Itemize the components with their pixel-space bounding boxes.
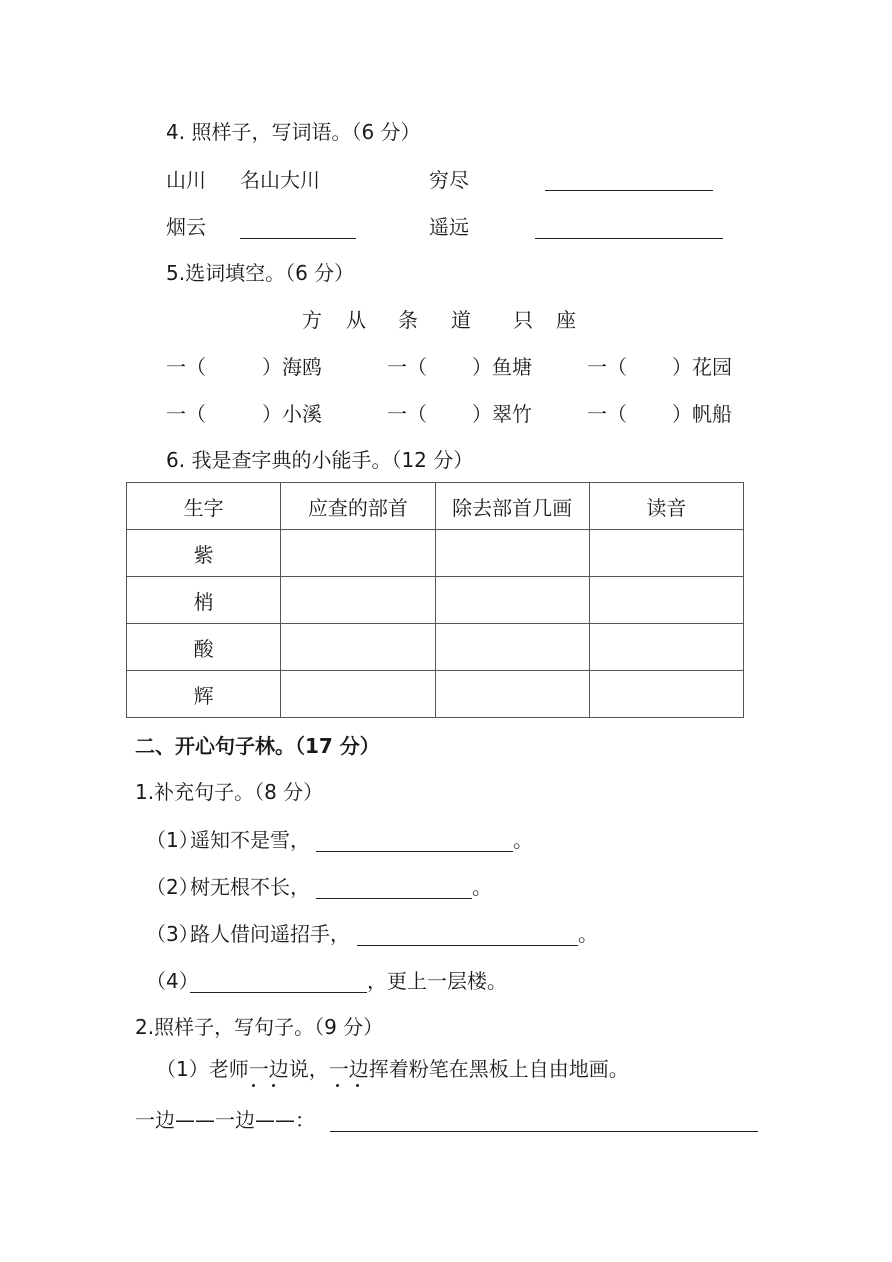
s2-q1-item-text: 遥知不是雪， xyxy=(190,828,310,852)
q5-item-close: ） xyxy=(472,402,492,426)
table-header: 应查的部首 xyxy=(281,483,435,530)
s2-q1-answer-line-4[interactable] xyxy=(190,992,367,993)
q5-item-noun: 小溪 xyxy=(282,402,322,426)
s2-q1-answer-line-2[interactable] xyxy=(316,898,472,899)
emphasis-dot xyxy=(272,1084,275,1087)
table-header-row xyxy=(127,483,744,530)
s2-q1-item-num: （3） xyxy=(146,922,199,946)
table-cell-blank[interactable] xyxy=(589,530,743,577)
s2-q1-item-end: 。 xyxy=(472,875,492,899)
q5-item-prefix: 一（ xyxy=(166,402,206,426)
q5-option: 从 xyxy=(346,308,366,332)
q4-answer-line-3[interactable] xyxy=(535,238,723,239)
s2-q1-item-num: （4） xyxy=(146,969,199,993)
s2-q2-title: 2.照样子，写句子。（9 分） xyxy=(135,1015,384,1039)
q5-item-prefix: 一（ xyxy=(587,355,627,379)
s2-q1-item-num: （2） xyxy=(146,875,199,899)
emphasis-dot xyxy=(336,1084,339,1087)
q5-item-noun: 海鸥 xyxy=(282,355,322,379)
table-header: 生字 xyxy=(127,483,281,530)
emphasis-dot xyxy=(356,1084,359,1087)
s2-q1-answer-line-3[interactable] xyxy=(357,945,578,946)
q4-example-b: 名山大川 xyxy=(240,168,320,192)
q5-option: 条 xyxy=(398,308,418,332)
table-cell-blank[interactable] xyxy=(281,577,435,624)
q4-title: 4. 照样子，写词语。（6 分） xyxy=(166,120,421,144)
q5-item-close: ） xyxy=(262,355,282,379)
q4-word-yaoyuan: 遥远 xyxy=(429,215,469,239)
q6-title: 6. 我是查字典的小能手。（12 分） xyxy=(166,448,474,472)
table-header: 除去部首几画 xyxy=(435,483,589,530)
s2-q2-pattern: 一边——一边——： xyxy=(135,1108,315,1132)
q4-word-yanyun: 烟云 xyxy=(166,215,206,239)
s2-q2-example: （1）老师一边说，一边挥着粉笔在黑板上自由地画。 xyxy=(156,1057,629,1081)
table-cell-blank[interactable] xyxy=(589,624,743,671)
s2-q1-item-text: 树无根不长， xyxy=(190,875,310,899)
q5-item-close: ） xyxy=(672,355,692,379)
table-row xyxy=(127,530,744,577)
table-row xyxy=(127,577,744,624)
emphasis-dot xyxy=(252,1084,255,1087)
table-cell-blank[interactable] xyxy=(281,671,435,718)
q5-item-prefix: 一（ xyxy=(387,355,427,379)
table-row xyxy=(127,671,744,718)
table-cell-blank[interactable] xyxy=(281,624,435,671)
q4-answer-line-1[interactable] xyxy=(545,190,713,191)
q5-option: 只 xyxy=(513,308,533,332)
q5-item-close: ） xyxy=(472,355,492,379)
q5-item-noun: 翠竹 xyxy=(492,402,532,426)
q5-option: 方 xyxy=(302,308,322,332)
table-cell-blank[interactable] xyxy=(589,671,743,718)
q5-item-noun: 鱼塘 xyxy=(492,355,532,379)
table-cell-char: 紫 xyxy=(127,530,281,577)
s2-q1-answer-line-1[interactable] xyxy=(316,851,513,852)
s2-q1-title: 1.补充句子。（8 分） xyxy=(135,780,324,804)
s2-q1-item-end: ，更上一层楼。 xyxy=(367,969,507,993)
q5-item-noun: 花园 xyxy=(692,355,732,379)
q5-option: 道 xyxy=(451,308,471,332)
table-cell-blank[interactable] xyxy=(281,530,435,577)
table-row xyxy=(127,624,744,671)
q4-example-a: 山川 xyxy=(166,168,206,192)
table-cell-char: 酸 xyxy=(127,624,281,671)
q5-item-noun: 帆船 xyxy=(692,402,732,426)
q4-answer-line-2[interactable] xyxy=(240,238,356,239)
q5-item-prefix: 一（ xyxy=(387,402,427,426)
table-cell-char: 梢 xyxy=(127,577,281,624)
q5-item-prefix: 一（ xyxy=(166,355,206,379)
s2-q1-item-end: 。 xyxy=(578,922,598,946)
q5-item-close: ） xyxy=(672,402,692,426)
table-cell-blank[interactable] xyxy=(435,624,589,671)
q5-item-close: ） xyxy=(262,402,282,426)
table-cell-char: 辉 xyxy=(127,671,281,718)
table-cell-blank[interactable] xyxy=(435,671,589,718)
q4-word-qiongjin: 穷尽 xyxy=(429,168,469,192)
table-cell-blank[interactable] xyxy=(589,577,743,624)
s2-q1-item-num: （1） xyxy=(146,828,199,852)
q5-option: 座 xyxy=(556,308,576,332)
table-cell-blank[interactable] xyxy=(435,577,589,624)
table-header: 读音 xyxy=(589,483,743,530)
q5-item-prefix: 一（ xyxy=(587,402,627,426)
table-cell-blank[interactable] xyxy=(435,530,589,577)
dictionary-table xyxy=(126,482,744,718)
s2-q1-item-end: 。 xyxy=(513,828,533,852)
s2-q2-answer-line[interactable] xyxy=(330,1131,758,1132)
section-2-title: 二、开心句子林。（17 分） xyxy=(135,734,380,758)
q5-title: 5.选词填空。（6 分） xyxy=(166,261,355,285)
s2-q1-item-text: 路人借问遥招手， xyxy=(190,922,350,946)
